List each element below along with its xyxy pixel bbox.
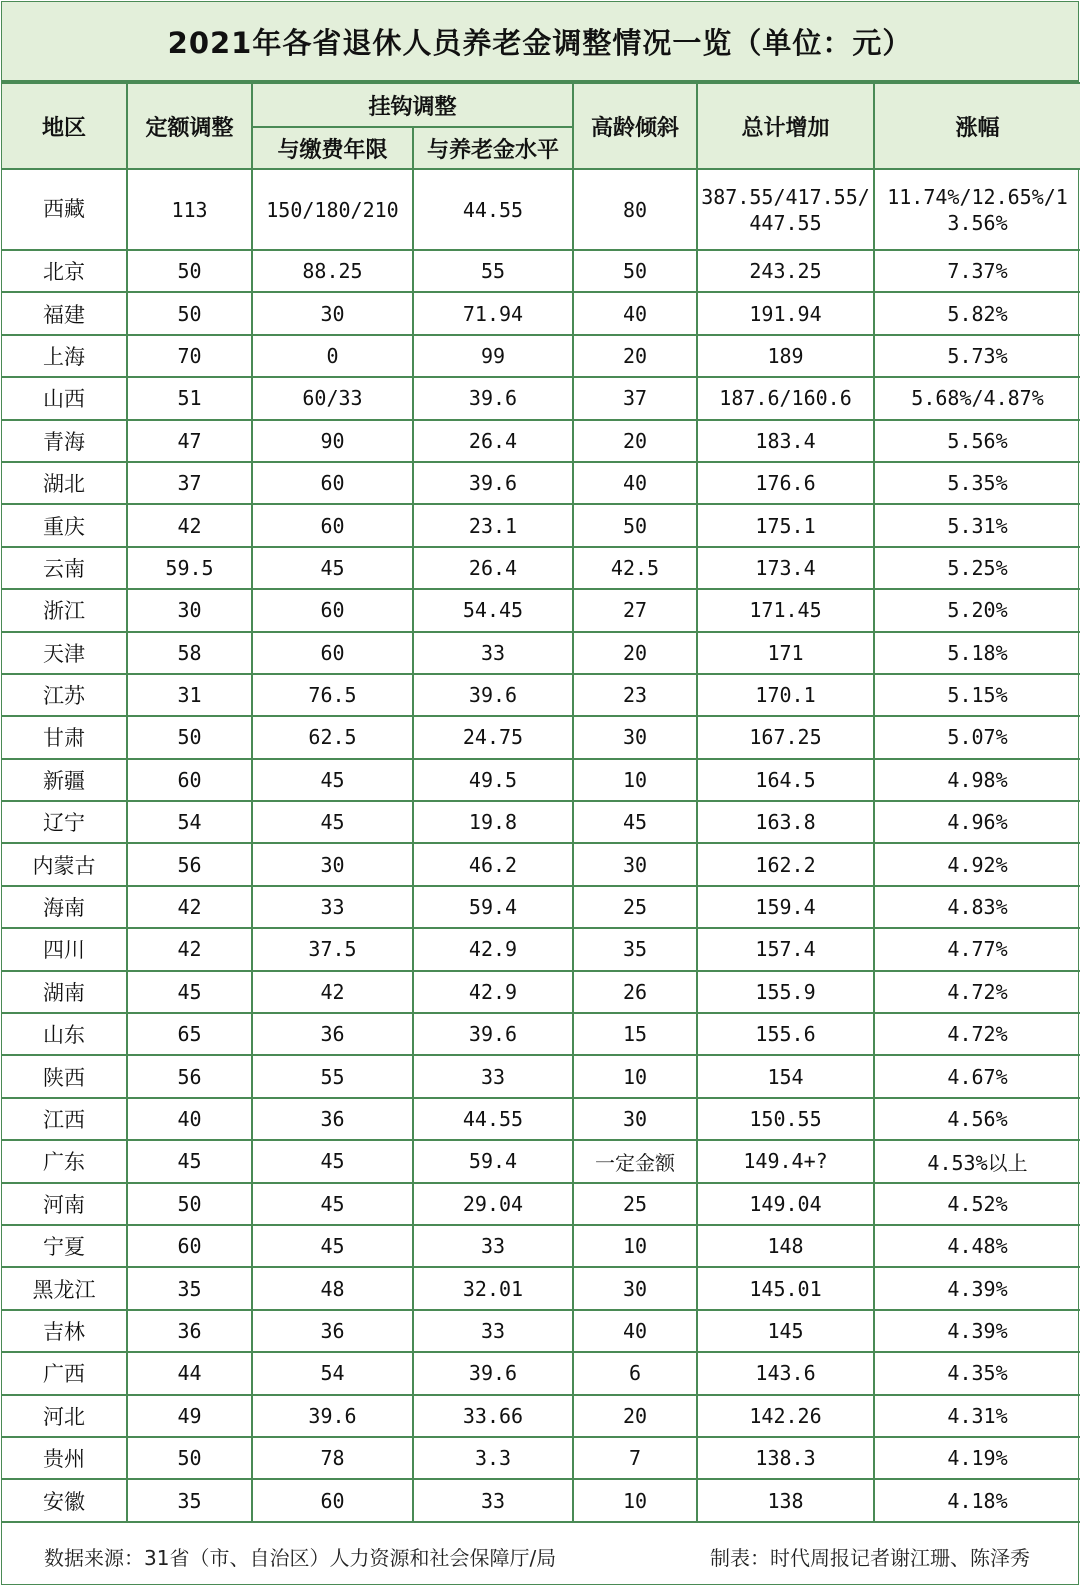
cell-linked-level: 39.6 — [413, 674, 573, 716]
cell-linked-level: 71.94 — [413, 292, 573, 334]
cell-elderly-tilt: 30 — [573, 1098, 697, 1140]
cell-linked-years: 150/180/210 — [252, 169, 413, 250]
cell-elderly-tilt: 27 — [573, 589, 697, 631]
cell-growth-rate: 4.77% — [874, 928, 1080, 970]
cell-linked-years: 78 — [252, 1437, 413, 1479]
cell-region: 四川 — [2, 928, 127, 970]
cell-linked-years: 39.6 — [252, 1395, 413, 1437]
cell-total-increase: 163.8 — [697, 801, 874, 843]
cell-fixed-adjustment: 50 — [127, 1437, 252, 1479]
table-row — [2, 1267, 1080, 1309]
cell-growth-rate: 4.98% — [874, 759, 1080, 801]
cell-total-increase: 159.4 — [697, 886, 874, 928]
cell-growth-rate: 5.82% — [874, 292, 1080, 334]
cell-growth-rate: 4.19% — [874, 1437, 1080, 1479]
cell-linked-years: 60 — [252, 1479, 413, 1521]
header-linked-adjustment: 挂钩调整 — [252, 83, 573, 127]
cell-elderly-tilt: 一定金额 — [573, 1140, 697, 1182]
cell-linked-level: 24.75 — [413, 716, 573, 758]
cell-growth-rate: 4.56% — [874, 1098, 1080, 1140]
cell-region: 新疆 — [2, 759, 127, 801]
cell-growth-rate: 4.39% — [874, 1267, 1080, 1309]
cell-region: 北京 — [2, 250, 127, 292]
table-row — [2, 1479, 1080, 1521]
cell-total-increase: 170.1 — [697, 674, 874, 716]
cell-linked-level: 3.3 — [413, 1437, 573, 1479]
cell-linked-level: 26.4 — [413, 420, 573, 462]
table-row — [2, 1055, 1080, 1097]
cell-linked-level: 33 — [413, 632, 573, 674]
cell-fixed-adjustment: 60 — [127, 759, 252, 801]
cell-fixed-adjustment: 40 — [127, 1098, 252, 1140]
cell-growth-rate: 4.31% — [874, 1395, 1080, 1437]
cell-linked-years: 62.5 — [252, 716, 413, 758]
cell-elderly-tilt: 30 — [573, 716, 697, 758]
header-linked-level: 与养老金水平 — [413, 127, 573, 169]
cell-region: 天津 — [2, 632, 127, 674]
table-row — [2, 1437, 1080, 1479]
cell-elderly-tilt: 35 — [573, 928, 697, 970]
table-row — [2, 1098, 1080, 1140]
cell-fixed-adjustment: 50 — [127, 716, 252, 758]
cell-fixed-adjustment: 36 — [127, 1310, 252, 1352]
cell-linked-level: 32.01 — [413, 1267, 573, 1309]
cell-total-increase: 145.01 — [697, 1267, 874, 1309]
pension-table — [2, 82, 1080, 1523]
cell-region: 广东 — [2, 1140, 127, 1182]
cell-region: 西藏 — [2, 169, 127, 250]
cell-total-increase: 167.25 — [697, 716, 874, 758]
cell-linked-years: 48 — [252, 1267, 413, 1309]
cell-total-increase: 189 — [697, 335, 874, 377]
cell-growth-rate: 4.96% — [874, 801, 1080, 843]
header-fixed-adjustment: 定额调整 — [127, 83, 252, 169]
table-row — [2, 716, 1080, 758]
cell-growth-rate: 5.73% — [874, 335, 1080, 377]
table-row — [2, 886, 1080, 928]
cell-fixed-adjustment: 56 — [127, 843, 252, 885]
cell-linked-level: 44.55 — [413, 169, 573, 250]
cell-region: 辽宁 — [2, 801, 127, 843]
cell-linked-level: 39.6 — [413, 377, 573, 419]
cell-growth-rate: 4.92% — [874, 843, 1080, 885]
cell-fixed-adjustment: 59.5 — [127, 547, 252, 589]
table-row — [2, 759, 1080, 801]
cell-region: 浙江 — [2, 589, 127, 631]
cell-elderly-tilt: 10 — [573, 1225, 697, 1267]
cell-fixed-adjustment: 44 — [127, 1352, 252, 1394]
cell-fixed-adjustment: 113 — [127, 169, 252, 250]
cell-fixed-adjustment: 42 — [127, 928, 252, 970]
cell-region: 吉林 — [2, 1310, 127, 1352]
cell-linked-level: 33.66 — [413, 1395, 573, 1437]
cell-linked-years: 55 — [252, 1055, 413, 1097]
table-row — [2, 377, 1080, 419]
cell-region: 云南 — [2, 547, 127, 589]
table-row — [2, 843, 1080, 885]
cell-region: 湖南 — [2, 971, 127, 1013]
cell-region: 陕西 — [2, 1055, 127, 1097]
cell-elderly-tilt: 37 — [573, 377, 697, 419]
cell-elderly-tilt: 6 — [573, 1352, 697, 1394]
cell-elderly-tilt: 25 — [573, 886, 697, 928]
cell-total-increase: 154 — [697, 1055, 874, 1097]
cell-fixed-adjustment: 42 — [127, 504, 252, 546]
cell-fixed-adjustment: 49 — [127, 1395, 252, 1437]
cell-linked-level: 55 — [413, 250, 573, 292]
cell-fixed-adjustment: 50 — [127, 292, 252, 334]
cell-fixed-adjustment: 37 — [127, 462, 252, 504]
cell-total-increase: 143.6 — [697, 1352, 874, 1394]
cell-region: 山西 — [2, 377, 127, 419]
cell-growth-rate: 5.15% — [874, 674, 1080, 716]
cell-region: 青海 — [2, 420, 127, 462]
cell-linked-years: 60/33 — [252, 377, 413, 419]
table-row — [2, 928, 1080, 970]
cell-growth-rate: 5.07% — [874, 716, 1080, 758]
cell-growth-rate: 4.39% — [874, 1310, 1080, 1352]
cell-total-increase: 157.4 — [697, 928, 874, 970]
table-body — [2, 169, 1080, 1522]
table-row — [2, 589, 1080, 631]
table-title: 2021年各省退休人员养老金调整情况一览（单位：元） — [2, 2, 1078, 82]
table-row — [2, 1310, 1080, 1352]
cell-elderly-tilt: 30 — [573, 843, 697, 885]
cell-region: 江苏 — [2, 674, 127, 716]
cell-fixed-adjustment: 50 — [127, 1183, 252, 1225]
cell-linked-level: 46.2 — [413, 843, 573, 885]
cell-linked-level: 39.6 — [413, 1352, 573, 1394]
cell-total-increase: 243.25 — [697, 250, 874, 292]
cell-elderly-tilt: 30 — [573, 1267, 697, 1309]
cell-region: 黑龙江 — [2, 1267, 127, 1309]
cell-elderly-tilt: 80 — [573, 169, 697, 250]
cell-fixed-adjustment: 42 — [127, 886, 252, 928]
cell-growth-rate: 5.25% — [874, 547, 1080, 589]
cell-region: 湖北 — [2, 462, 127, 504]
cell-linked-years: 60 — [252, 462, 413, 504]
cell-linked-years: 54 — [252, 1352, 413, 1394]
pension-table-card — [1, 1, 1079, 1585]
cell-region: 宁夏 — [2, 1225, 127, 1267]
cell-elderly-tilt: 45 — [573, 801, 697, 843]
cell-elderly-tilt: 20 — [573, 420, 697, 462]
cell-linked-years: 60 — [252, 632, 413, 674]
cell-total-increase: 149.4+? — [697, 1140, 874, 1182]
cell-total-increase: 173.4 — [697, 547, 874, 589]
cell-linked-level: 33 — [413, 1479, 573, 1521]
cell-linked-level: 33 — [413, 1310, 573, 1352]
table-row — [2, 1183, 1080, 1225]
table-row — [2, 632, 1080, 674]
cell-fixed-adjustment: 51 — [127, 377, 252, 419]
header-total-increase: 总计增加 — [697, 83, 874, 169]
cell-growth-rate: 4.72% — [874, 971, 1080, 1013]
cell-linked-level: 29.04 — [413, 1183, 573, 1225]
cell-linked-level: 33 — [413, 1055, 573, 1097]
table-row — [2, 420, 1080, 462]
cell-growth-rate: 4.48% — [874, 1225, 1080, 1267]
cell-growth-rate: 4.83% — [874, 886, 1080, 928]
table-row — [2, 674, 1080, 716]
cell-linked-years: 30 — [252, 292, 413, 334]
cell-fixed-adjustment: 65 — [127, 1013, 252, 1055]
cell-growth-rate: 4.67% — [874, 1055, 1080, 1097]
cell-linked-level: 42.9 — [413, 928, 573, 970]
cell-elderly-tilt: 25 — [573, 1183, 697, 1225]
table-row — [2, 1395, 1080, 1437]
cell-region: 贵州 — [2, 1437, 127, 1479]
cell-growth-rate: 5.68%/4.87% — [874, 377, 1080, 419]
table-row — [2, 169, 1080, 250]
cell-linked-level: 54.45 — [413, 589, 573, 631]
cell-linked-level: 33 — [413, 1225, 573, 1267]
cell-elderly-tilt: 40 — [573, 1310, 697, 1352]
cell-elderly-tilt: 20 — [573, 335, 697, 377]
cell-linked-level: 59.4 — [413, 1140, 573, 1182]
cell-fixed-adjustment: 45 — [127, 1140, 252, 1182]
cell-growth-rate: 5.31% — [874, 504, 1080, 546]
cell-region: 重庆 — [2, 504, 127, 546]
cell-linked-level: 23.1 — [413, 504, 573, 546]
cell-linked-years: 45 — [252, 759, 413, 801]
cell-linked-years: 60 — [252, 504, 413, 546]
cell-growth-rate: 7.37% — [874, 250, 1080, 292]
cell-total-increase: 175.1 — [697, 504, 874, 546]
cell-elderly-tilt: 26 — [573, 971, 697, 1013]
cell-region: 甘肃 — [2, 716, 127, 758]
cell-linked-years: 76.5 — [252, 674, 413, 716]
cell-linked-years: 45 — [252, 1140, 413, 1182]
cell-total-increase: 138.3 — [697, 1437, 874, 1479]
cell-growth-rate: 5.56% — [874, 420, 1080, 462]
cell-elderly-tilt: 50 — [573, 250, 697, 292]
cell-elderly-tilt: 40 — [573, 292, 697, 334]
table-row — [2, 504, 1080, 546]
cell-fixed-adjustment: 35 — [127, 1267, 252, 1309]
cell-total-increase: 162.2 — [697, 843, 874, 885]
cell-region: 上海 — [2, 335, 127, 377]
table-row — [2, 971, 1080, 1013]
cell-growth-rate: 4.53%以上 — [874, 1140, 1080, 1182]
cell-linked-level: 42.9 — [413, 971, 573, 1013]
cell-total-increase: 155.6 — [697, 1013, 874, 1055]
cell-linked-level: 39.6 — [413, 462, 573, 504]
table-row — [2, 335, 1080, 377]
cell-total-increase: 150.55 — [697, 1098, 874, 1140]
table-row — [2, 1013, 1080, 1055]
cell-total-increase: 149.04 — [697, 1183, 874, 1225]
table-row — [2, 1225, 1080, 1267]
cell-total-increase: 183.4 — [697, 420, 874, 462]
cell-fixed-adjustment: 35 — [127, 1479, 252, 1521]
cell-fixed-adjustment: 54 — [127, 801, 252, 843]
cell-linked-years: 0 — [252, 335, 413, 377]
cell-region: 山东 — [2, 1013, 127, 1055]
cell-growth-rate: 4.72% — [874, 1013, 1080, 1055]
cell-total-increase: 148 — [697, 1225, 874, 1267]
table-row — [2, 462, 1080, 504]
cell-linked-years: 36 — [252, 1013, 413, 1055]
cell-elderly-tilt: 10 — [573, 759, 697, 801]
cell-linked-level: 19.8 — [413, 801, 573, 843]
cell-linked-level: 49.5 — [413, 759, 573, 801]
table-credit: 制表：时代周报记者谢江珊、陈泽秀 — [710, 1545, 1030, 1570]
cell-growth-rate: 4.18% — [874, 1479, 1080, 1521]
cell-elderly-tilt: 42.5 — [573, 547, 697, 589]
table-row — [2, 1140, 1080, 1182]
cell-linked-years: 45 — [252, 1225, 413, 1267]
table-row — [2, 250, 1080, 292]
cell-linked-years: 42 — [252, 971, 413, 1013]
cell-elderly-tilt: 10 — [573, 1479, 697, 1521]
cell-linked-level: 59.4 — [413, 886, 573, 928]
cell-total-increase: 145 — [697, 1310, 874, 1352]
cell-fixed-adjustment: 45 — [127, 971, 252, 1013]
cell-fixed-adjustment: 58 — [127, 632, 252, 674]
cell-total-increase: 387.55/417.55/447.55 — [697, 169, 874, 250]
header-region: 地区 — [2, 83, 127, 169]
cell-linked-years: 90 — [252, 420, 413, 462]
cell-growth-rate: 5.20% — [874, 589, 1080, 631]
cell-total-increase: 187.6/160.6 — [697, 377, 874, 419]
cell-total-increase: 171 — [697, 632, 874, 674]
cell-total-increase: 138 — [697, 1479, 874, 1521]
cell-elderly-tilt: 20 — [573, 632, 697, 674]
cell-region: 河北 — [2, 1395, 127, 1437]
table-row — [2, 547, 1080, 589]
cell-elderly-tilt: 50 — [573, 504, 697, 546]
data-source-note: 数据来源：31省（市、自治区）人力资源和社会保障厅/局 — [44, 1545, 557, 1570]
cell-elderly-tilt: 20 — [573, 1395, 697, 1437]
cell-fixed-adjustment: 31 — [127, 674, 252, 716]
cell-fixed-adjustment: 50 — [127, 250, 252, 292]
cell-growth-rate: 5.18% — [874, 632, 1080, 674]
cell-elderly-tilt: 7 — [573, 1437, 697, 1479]
cell-linked-years: 60 — [252, 589, 413, 631]
cell-region: 内蒙古 — [2, 843, 127, 885]
cell-linked-years: 45 — [252, 547, 413, 589]
cell-linked-years: 45 — [252, 801, 413, 843]
cell-region: 江西 — [2, 1098, 127, 1140]
table-row — [2, 801, 1080, 843]
cell-region: 福建 — [2, 292, 127, 334]
cell-total-increase: 164.5 — [697, 759, 874, 801]
cell-fixed-adjustment: 30 — [127, 589, 252, 631]
cell-region: 海南 — [2, 886, 127, 928]
cell-elderly-tilt: 15 — [573, 1013, 697, 1055]
table-row — [2, 292, 1080, 334]
cell-fixed-adjustment: 60 — [127, 1225, 252, 1267]
cell-total-increase: 171.45 — [697, 589, 874, 631]
header-elderly-tilt: 高龄倾斜 — [573, 83, 697, 169]
cell-linked-level: 99 — [413, 335, 573, 377]
cell-growth-rate: 5.35% — [874, 462, 1080, 504]
cell-region: 河南 — [2, 1183, 127, 1225]
cell-linked-years: 45 — [252, 1183, 413, 1225]
cell-growth-rate: 11.74%/12.65%/13.56% — [874, 169, 1080, 250]
cell-elderly-tilt: 23 — [573, 674, 697, 716]
cell-linked-years: 88.25 — [252, 250, 413, 292]
cell-elderly-tilt: 40 — [573, 462, 697, 504]
header-growth-rate: 涨幅 — [874, 83, 1080, 169]
cell-linked-years: 36 — [252, 1310, 413, 1352]
header-linked-years: 与缴费年限 — [252, 127, 413, 169]
cell-region: 安徽 — [2, 1479, 127, 1521]
cell-linked-years: 30 — [252, 843, 413, 885]
cell-linked-years: 33 — [252, 886, 413, 928]
cell-growth-rate: 4.35% — [874, 1352, 1080, 1394]
cell-elderly-tilt: 10 — [573, 1055, 697, 1097]
cell-total-increase: 176.6 — [697, 462, 874, 504]
cell-linked-level: 39.6 — [413, 1013, 573, 1055]
cell-fixed-adjustment: 56 — [127, 1055, 252, 1097]
table-row — [2, 1352, 1080, 1394]
cell-total-increase: 155.9 — [697, 971, 874, 1013]
cell-total-increase: 142.26 — [697, 1395, 874, 1437]
cell-growth-rate: 4.52% — [874, 1183, 1080, 1225]
cell-linked-years: 36 — [252, 1098, 413, 1140]
cell-fixed-adjustment: 47 — [127, 420, 252, 462]
cell-total-increase: 191.94 — [697, 292, 874, 334]
cell-linked-level: 26.4 — [413, 547, 573, 589]
table-footer — [2, 1528, 1078, 1584]
cell-linked-level: 44.55 — [413, 1098, 573, 1140]
cell-linked-years: 37.5 — [252, 928, 413, 970]
cell-region: 广西 — [2, 1352, 127, 1394]
cell-fixed-adjustment: 70 — [127, 335, 252, 377]
